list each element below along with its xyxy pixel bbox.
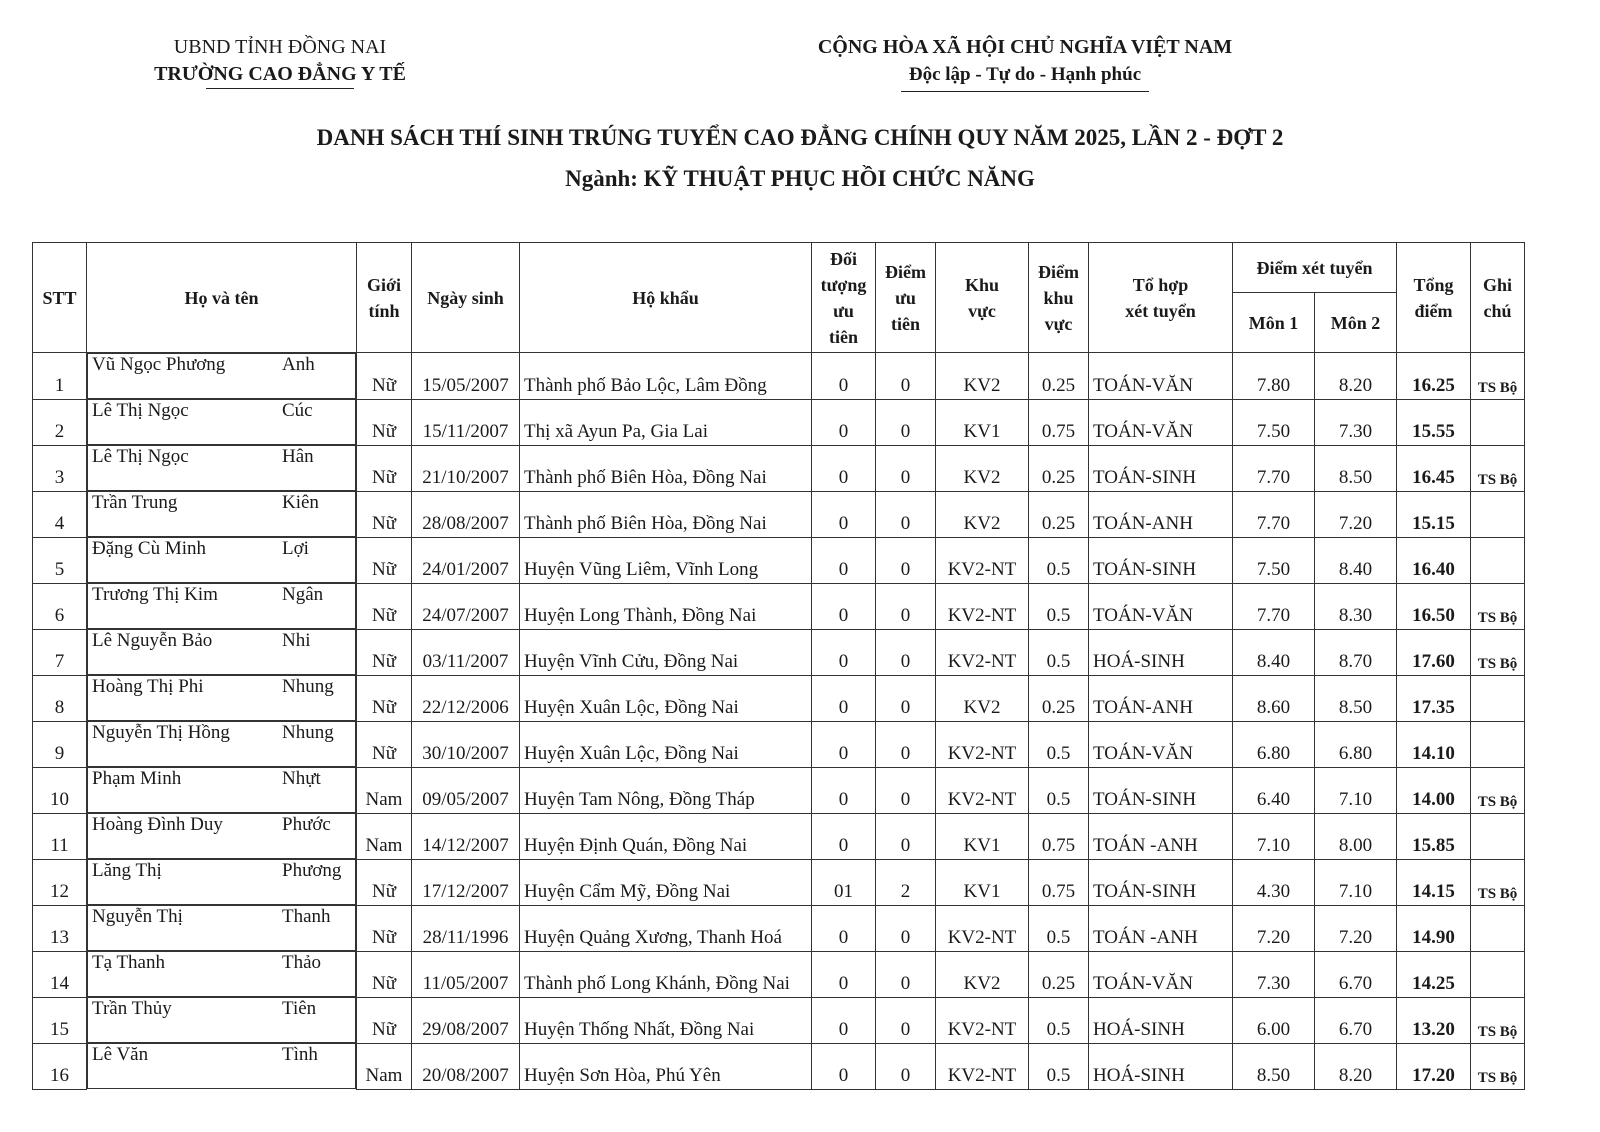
cell-region-score: 0.75 [1029, 399, 1089, 445]
table-row [33, 905, 1525, 951]
col-total: Tổng điểm [1397, 243, 1471, 353]
cell-priority-group: 0 [812, 399, 876, 445]
col-subject2: Môn 2 [1315, 293, 1397, 353]
cell-dob: 21/10/2007 [412, 445, 520, 491]
cell-subject1: 7.50 [1233, 399, 1315, 445]
cell-total: 16.40 [1397, 537, 1471, 583]
cell-combination: TOÁN-VĂN [1089, 583, 1233, 629]
cell-total: 17.35 [1397, 675, 1471, 721]
cell-name [87, 583, 356, 629]
cell-region-score: 0.25 [1029, 491, 1089, 537]
first-middle-name: Phạm Minh [92, 768, 182, 789]
cell-gender: Nữ [357, 583, 412, 629]
col-gender: Giới tính [357, 243, 412, 353]
cell-subject2: 7.30 [1315, 399, 1397, 445]
cell-combination: TOÁN-VĂN [1089, 399, 1233, 445]
cell-stt: 13 [33, 905, 87, 951]
cell-dob: 03/11/2007 [412, 629, 520, 675]
cell-region-score: 0.25 [1029, 675, 1089, 721]
first-middle-name: Nguyễn Thị [92, 906, 183, 927]
cell-dob: 28/11/1996 [412, 905, 520, 951]
cell-region-score: 0.25 [1029, 353, 1089, 400]
cell-subject2: 8.50 [1315, 445, 1397, 491]
cell-note: TS Bộ [1471, 859, 1525, 905]
col-priority-group: Đối tượng ưu tiên [812, 243, 876, 353]
cell-subject2: 7.20 [1315, 491, 1397, 537]
cell-stt: 3 [33, 445, 87, 491]
table-body [33, 353, 1525, 1090]
cell-subject1: 7.70 [1233, 491, 1315, 537]
province-committee: UBND TỈNH ĐỒNG NAI [173, 36, 387, 58]
table-row [33, 537, 1525, 583]
republic-name: CỘNG HÒA XÃ HỘI CHỦ NGHĨA VIỆT NAM [817, 36, 1233, 58]
table-row [33, 491, 1525, 537]
cell-total: 15.85 [1397, 813, 1471, 859]
cell-priority-score: 2 [876, 859, 936, 905]
cell-total: 15.15 [1397, 491, 1471, 537]
cell-dob: 15/11/2007 [412, 399, 520, 445]
given-name: Anh [282, 354, 315, 375]
cell-region: KV2 [936, 491, 1029, 537]
cell-stt: 8 [33, 675, 87, 721]
cell-region: KV2-NT [936, 721, 1029, 767]
col-dob: Ngày sinh [412, 243, 520, 353]
cell-priority-score: 0 [876, 629, 936, 675]
given-name: Thảo [282, 952, 322, 973]
given-name: Tiên [282, 998, 317, 1019]
cell-dob: 29/08/2007 [412, 997, 520, 1043]
cell-region-score: 0.75 [1029, 859, 1089, 905]
cell-region: KV2-NT [936, 583, 1029, 629]
cell-note [1471, 951, 1525, 997]
col-stt: STT [33, 243, 87, 353]
first-middle-name: Đặng Cù Minh [92, 538, 206, 559]
cell-priority-score: 0 [876, 1043, 936, 1089]
cell-combination: TOÁN-VĂN [1089, 721, 1233, 767]
cell-priority-group: 0 [812, 629, 876, 675]
cell-region: KV2 [936, 951, 1029, 997]
cell-subject1: 8.50 [1233, 1043, 1315, 1089]
table-row [33, 399, 1525, 445]
cell-name [87, 997, 356, 1043]
cell-subject2: 7.10 [1315, 767, 1397, 813]
cell-region: KV2-NT [936, 905, 1029, 951]
cell-region: KV2 [936, 675, 1029, 721]
cell-combination: TOÁN-SINH [1089, 767, 1233, 813]
cell-region-score: 0.25 [1029, 951, 1089, 997]
cell-name [87, 1043, 356, 1089]
cell-note: TS Bộ [1471, 629, 1525, 675]
cell-subject2: 7.20 [1315, 905, 1397, 951]
cell-subject2: 8.40 [1315, 537, 1397, 583]
cell-stt: 6 [33, 583, 87, 629]
first-middle-name: Trương Thị Kim [92, 584, 218, 605]
cell-total: 16.50 [1397, 583, 1471, 629]
cell-subject1: 8.40 [1233, 629, 1315, 675]
given-name: Nhi [282, 630, 311, 651]
cell-subject2: 6.70 [1315, 951, 1397, 997]
given-name: Ngân [282, 584, 324, 605]
table-row [33, 583, 1525, 629]
cell-dob: 09/05/2007 [412, 767, 520, 813]
cell-region-score: 0.5 [1029, 583, 1089, 629]
cell-dob: 28/08/2007 [412, 491, 520, 537]
cell-address: Thành phố Biên Hòa, Đồng Nai [520, 491, 812, 537]
cell-address: Huyện Định Quán, Đồng Nai [520, 813, 812, 859]
cell-gender: Nữ [357, 997, 412, 1043]
col-region: Khu vực [936, 243, 1029, 353]
cell-subject1: 6.80 [1233, 721, 1315, 767]
col-subject1: Môn 1 [1233, 293, 1315, 353]
cell-priority-score: 0 [876, 675, 936, 721]
cell-combination: TOÁN-SINH [1089, 537, 1233, 583]
cell-note: TS Bộ [1471, 1043, 1525, 1089]
cell-total: 17.60 [1397, 629, 1471, 675]
cell-priority-score: 0 [876, 399, 936, 445]
cell-total: 14.25 [1397, 951, 1471, 997]
cell-combination: HOÁ-SINH [1089, 629, 1233, 675]
cell-total: 14.15 [1397, 859, 1471, 905]
cell-name [87, 399, 356, 445]
cell-subject1: 4.30 [1233, 859, 1315, 905]
cell-region: KV2 [936, 353, 1029, 400]
cell-address: Huyện Cẩm Mỹ, Đồng Nai [520, 859, 812, 905]
cell-stt: 14 [33, 951, 87, 997]
table-row [33, 629, 1525, 675]
given-name: Nhựt [282, 768, 321, 789]
cell-subject2: 7.10 [1315, 859, 1397, 905]
cell-gender: Nam [357, 1043, 412, 1089]
cell-combination: TOÁN-ANH [1089, 675, 1233, 721]
cell-priority-score: 0 [876, 445, 936, 491]
cell-address: Thành phố Biên Hòa, Đồng Nai [520, 445, 812, 491]
cell-subject1: 8.60 [1233, 675, 1315, 721]
given-name: Thanh [282, 906, 331, 927]
table-row [33, 951, 1525, 997]
cell-address: Huyện Thống Nhất, Đồng Nai [520, 997, 812, 1043]
cell-subject1: 7.30 [1233, 951, 1315, 997]
cell-region-score: 0.5 [1029, 997, 1089, 1043]
cell-subject1: 7.10 [1233, 813, 1315, 859]
cell-gender: Nữ [357, 399, 412, 445]
cell-total: 15.55 [1397, 399, 1471, 445]
cell-combination: TOÁN -ANH [1089, 905, 1233, 951]
cell-combination: TOÁN-SINH [1089, 445, 1233, 491]
cell-name [87, 859, 356, 905]
cell-address: Thị xã Ayun Pa, Gia Lai [520, 399, 812, 445]
cell-priority-group: 01 [812, 859, 876, 905]
cell-priority-group: 0 [812, 951, 876, 997]
cell-stt: 9 [33, 721, 87, 767]
cell-subject2: 6.70 [1315, 997, 1397, 1043]
cell-subject1: 6.40 [1233, 767, 1315, 813]
cell-gender: Nam [357, 813, 412, 859]
cell-combination: TOÁN -ANH [1089, 813, 1233, 859]
table-row [33, 445, 1525, 491]
col-priority-score: Điểm ưu tiên [876, 243, 936, 353]
cell-total: 16.45 [1397, 445, 1471, 491]
first-middle-name: Lê Thị Ngọc [92, 446, 189, 467]
cell-dob: 17/12/2007 [412, 859, 520, 905]
cell-combination: TOÁN-ANH [1089, 491, 1233, 537]
cell-total: 14.10 [1397, 721, 1471, 767]
motto: Độc lập - Tự do - Hạnh phúc [901, 60, 1149, 92]
cell-region-score: 0.75 [1029, 813, 1089, 859]
first-middle-name: Lăng Thị [92, 860, 162, 881]
cell-note: TS Bộ [1471, 353, 1525, 400]
cell-region-score: 0.25 [1029, 445, 1089, 491]
cell-total: 17.20 [1397, 1043, 1471, 1089]
cell-address: Huyện Vĩnh Cửu, Đồng Nai [520, 629, 812, 675]
cell-priority-group: 0 [812, 721, 876, 767]
cell-address: Huyện Quảng Xương, Thanh Hoá [520, 905, 812, 951]
cell-stt: 5 [33, 537, 87, 583]
cell-total: 14.90 [1397, 905, 1471, 951]
table-row [33, 813, 1525, 859]
cell-priority-group: 0 [812, 1043, 876, 1089]
cell-priority-score: 0 [876, 721, 936, 767]
school-name: TRƯỜNG CAO ĐẲNG Y TẾ [154, 63, 406, 85]
first-middle-name: Trần Thủy [92, 998, 172, 1019]
cell-subject2: 6.80 [1315, 721, 1397, 767]
cell-gender: Nữ [357, 445, 412, 491]
cell-note [1471, 721, 1525, 767]
cell-priority-group: 0 [812, 353, 876, 400]
cell-gender: Nữ [357, 629, 412, 675]
cell-note [1471, 813, 1525, 859]
first-middle-name: Tạ Thanh [92, 952, 165, 973]
cell-combination: TOÁN-VĂN [1089, 353, 1233, 400]
cell-subject1: 7.20 [1233, 905, 1315, 951]
first-middle-name: Trần Trung [92, 492, 178, 513]
cell-region: KV1 [936, 859, 1029, 905]
cell-total: 13.20 [1397, 997, 1471, 1043]
cell-dob: 20/08/2007 [412, 1043, 520, 1089]
cell-gender: Nữ [357, 905, 412, 951]
cell-gender: Nữ [357, 675, 412, 721]
cell-dob: 14/12/2007 [412, 813, 520, 859]
cell-name [87, 353, 356, 399]
cell-note [1471, 675, 1525, 721]
cell-address: Thành phố Bảo Lộc, Lâm Đồng [520, 353, 812, 400]
cell-name [87, 813, 356, 859]
cell-subject1: 6.00 [1233, 997, 1315, 1043]
col-name: Họ và tên [87, 243, 357, 353]
cell-address: Huyện Vũng Liêm, Vĩnh Long [520, 537, 812, 583]
given-name: Hân [282, 446, 314, 467]
cell-name [87, 767, 356, 813]
cell-region: KV2-NT [936, 1043, 1029, 1089]
cell-region: KV1 [936, 813, 1029, 859]
col-admission-scores: Điểm xét tuyển [1233, 243, 1397, 293]
cell-priority-group: 0 [812, 537, 876, 583]
cell-name [87, 537, 356, 583]
cell-region-score: 0.5 [1029, 767, 1089, 813]
table-row [33, 997, 1525, 1043]
cell-priority-group: 0 [812, 445, 876, 491]
cell-region: KV2-NT [936, 997, 1029, 1043]
cell-priority-score: 0 [876, 537, 936, 583]
col-region-score: Điểm khu vực [1029, 243, 1089, 353]
cell-subject1: 7.80 [1233, 353, 1315, 400]
cell-region-score: 0.5 [1029, 1043, 1089, 1089]
given-name: Nhung [282, 676, 334, 697]
cell-name [87, 951, 356, 997]
cell-stt: 2 [33, 399, 87, 445]
cell-priority-group: 0 [812, 491, 876, 537]
cell-dob: 11/05/2007 [412, 951, 520, 997]
given-name: Cúc [282, 400, 313, 421]
cell-subject2: 8.20 [1315, 1043, 1397, 1089]
cell-subject2: 8.20 [1315, 353, 1397, 400]
cell-priority-score: 0 [876, 813, 936, 859]
cell-name [87, 445, 356, 491]
school-underline [206, 88, 354, 89]
cell-address: Huyện Long Thành, Đồng Nai [520, 583, 812, 629]
cell-gender: Nữ [357, 951, 412, 997]
table-row [33, 767, 1525, 813]
cell-priority-group: 0 [812, 905, 876, 951]
first-middle-name: Nguyễn Thị Hồng [92, 722, 230, 743]
col-note: Ghi chú [1471, 243, 1525, 353]
table-row [33, 721, 1525, 767]
first-middle-name: Hoàng Thị Phi [92, 676, 204, 697]
cell-priority-group: 0 [812, 767, 876, 813]
cell-region-score: 0.5 [1029, 721, 1089, 767]
cell-region: KV2 [936, 445, 1029, 491]
cell-total: 14.00 [1397, 767, 1471, 813]
col-address: Hộ khẩu [520, 243, 812, 353]
cell-name [87, 491, 356, 537]
cell-dob: 30/10/2007 [412, 721, 520, 767]
cell-subject2: 8.30 [1315, 583, 1397, 629]
cell-dob: 24/01/2007 [412, 537, 520, 583]
cell-stt: 10 [33, 767, 87, 813]
cell-stt: 7 [33, 629, 87, 675]
given-name: Tình [282, 1044, 318, 1065]
given-name: Kiên [282, 492, 319, 513]
table-row [33, 675, 1525, 721]
cell-priority-group: 0 [812, 583, 876, 629]
cell-stt: 1 [33, 353, 87, 400]
given-name: Phước [282, 814, 331, 835]
cell-stt: 15 [33, 997, 87, 1043]
cell-dob: 22/12/2006 [412, 675, 520, 721]
cell-subject2: 8.70 [1315, 629, 1397, 675]
cell-name [87, 905, 356, 951]
cell-note [1471, 537, 1525, 583]
given-name: Nhung [282, 722, 334, 743]
table-row [33, 353, 1525, 400]
cell-priority-score: 0 [876, 353, 936, 400]
cell-stt: 16 [33, 1043, 87, 1089]
cell-priority-score: 0 [876, 767, 936, 813]
cell-address: Huyện Xuân Lộc, Đồng Nai [520, 721, 812, 767]
given-name: Phương [282, 860, 342, 881]
cell-gender: Nữ [357, 353, 412, 400]
cell-note [1471, 399, 1525, 445]
cell-region: KV2-NT [936, 767, 1029, 813]
cell-region-score: 0.5 [1029, 905, 1089, 951]
cell-note: TS Bộ [1471, 445, 1525, 491]
cell-gender: Nữ [357, 721, 412, 767]
given-name: Lợi [282, 538, 309, 559]
cell-priority-score: 0 [876, 905, 936, 951]
cell-region: KV1 [936, 399, 1029, 445]
cell-region-score: 0.5 [1029, 629, 1089, 675]
first-middle-name: Hoàng Đình Duy [92, 814, 223, 835]
cell-dob: 24/07/2007 [412, 583, 520, 629]
first-middle-name: Lê Nguyễn Bảo [92, 630, 213, 651]
cell-gender: Nữ [357, 537, 412, 583]
cell-subject1: 7.50 [1233, 537, 1315, 583]
cell-note [1471, 491, 1525, 537]
cell-subject2: 8.50 [1315, 675, 1397, 721]
cell-note: TS Bộ [1471, 583, 1525, 629]
cell-priority-group: 0 [812, 813, 876, 859]
cell-address: Huyện Xuân Lộc, Đồng Nai [520, 675, 812, 721]
cell-stt: 12 [33, 859, 87, 905]
cell-note: TS Bộ [1471, 767, 1525, 813]
cell-gender: Nữ [357, 859, 412, 905]
cell-address: Thành phố Long Khánh, Đồng Nai [520, 951, 812, 997]
cell-subject1: 7.70 [1233, 583, 1315, 629]
first-middle-name: Lê Văn [92, 1044, 149, 1065]
cell-combination: TOÁN-SINH [1089, 859, 1233, 905]
cell-region-score: 0.5 [1029, 537, 1089, 583]
cell-priority-score: 0 [876, 491, 936, 537]
first-middle-name: Lê Thị Ngọc [92, 400, 189, 421]
cell-region: KV2-NT [936, 537, 1029, 583]
cell-address: Huyện Sơn Hòa, Phú Yên [520, 1043, 812, 1089]
cell-priority-score: 0 [876, 583, 936, 629]
first-middle-name: Vũ Ngọc Phương [92, 354, 226, 375]
cell-dob: 15/05/2007 [412, 353, 520, 400]
issuing-authority [100, 34, 460, 89]
cell-priority-group: 0 [812, 997, 876, 1043]
table-row [33, 1043, 1525, 1089]
table-row [33, 859, 1525, 905]
admission-table [32, 242, 1525, 1090]
document-title: DANH SÁCH THÍ SINH TRÚNG TUYỂN CAO ĐẲNG CHÍNH QUY NĂM 2025, LẦN 2 - ĐỢT 2 [316, 125, 1284, 150]
cell-gender: Nam [357, 767, 412, 813]
cell-total: 16.25 [1397, 353, 1471, 400]
table-header [33, 243, 1525, 353]
cell-combination: HOÁ-SINH [1089, 1043, 1233, 1089]
national-motto [780, 34, 1270, 92]
cell-region: KV2-NT [936, 629, 1029, 675]
cell-name [87, 675, 356, 721]
cell-subject2: 8.00 [1315, 813, 1397, 859]
col-combination: Tổ hợp xét tuyển [1089, 243, 1233, 353]
cell-stt: 4 [33, 491, 87, 537]
cell-address: Huyện Tam Nông, Đồng Tháp [520, 767, 812, 813]
cell-name [87, 629, 356, 675]
cell-stt: 11 [33, 813, 87, 859]
document-subtitle: Ngành: KỸ THUẬT PHỤC HỒI CHỨC NĂNG [565, 166, 1035, 191]
cell-name [87, 721, 356, 767]
cell-priority-score: 0 [876, 997, 936, 1043]
cell-priority-group: 0 [812, 675, 876, 721]
cell-combination: HOÁ-SINH [1089, 997, 1233, 1043]
cell-note: TS Bộ [1471, 997, 1525, 1043]
cell-gender: Nữ [357, 491, 412, 537]
cell-subject1: 7.70 [1233, 445, 1315, 491]
cell-combination: TOÁN-VĂN [1089, 951, 1233, 997]
cell-note [1471, 905, 1525, 951]
cell-priority-score: 0 [876, 951, 936, 997]
